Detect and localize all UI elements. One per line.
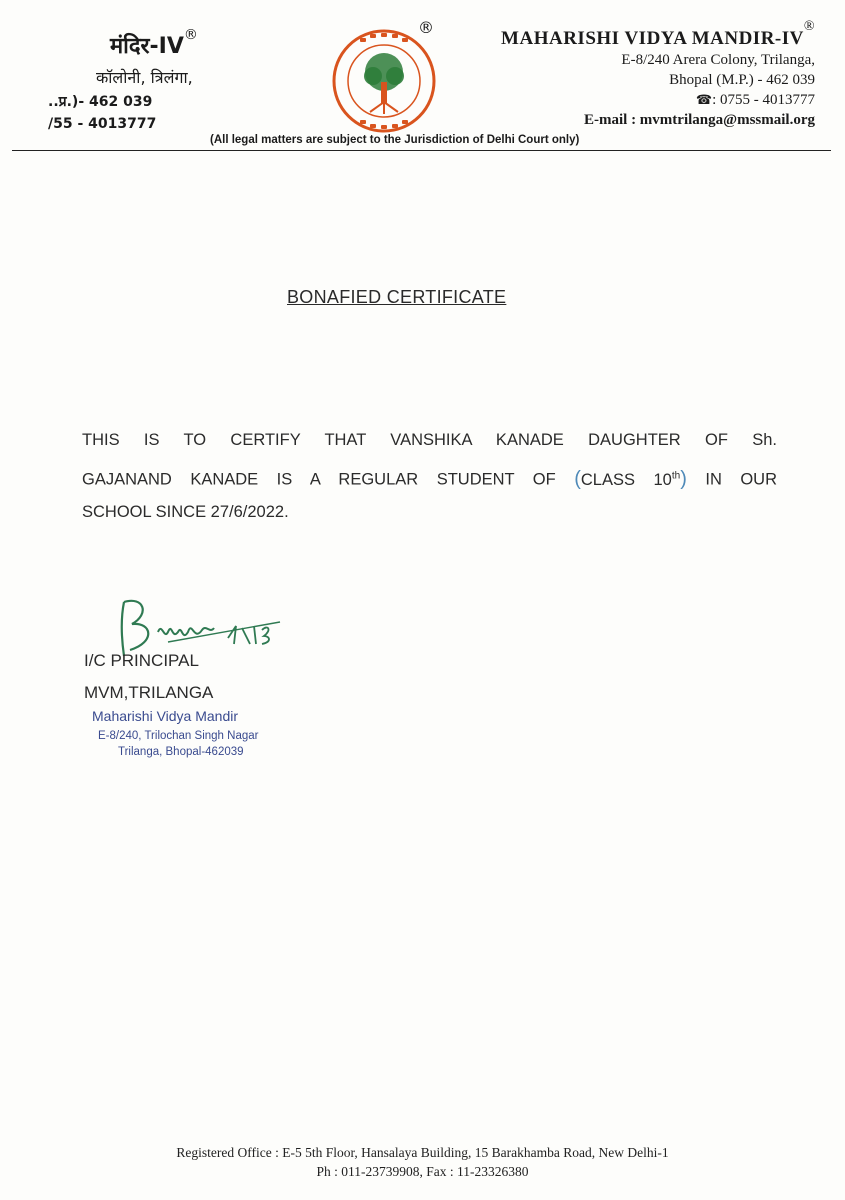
english-letterhead (501, 19, 815, 130)
hindi-phone: /55 - 4013777 (48, 116, 157, 132)
body-line-3: SCHOOL SINCE 27/6/2022. (82, 503, 289, 521)
registered-office: Registered Office : E-5 5th Floor, Hansalaya Building, 15 Barakhamba Road, New Delhi-1 (176, 1145, 669, 1160)
body-line-2-end: IN OUR (705, 470, 778, 489)
header-divider (12, 150, 831, 151)
stamp-line-2: E-8/240, Trilochan Singh Nagar (98, 730, 259, 742)
phone-icon: ☎ (695, 92, 713, 107)
address-line-2: Bhopal (M.P.) - 462 039 (669, 72, 815, 88)
signatory-organization: MVM,TRILANGA (84, 683, 214, 702)
logo-registered-mark: ® (418, 18, 434, 37)
class-text: CLASS 10 (580, 470, 672, 489)
school-logo-icon (330, 26, 438, 136)
school-email: E-mail : mvmtrilanga@mssmail.org (583, 112, 815, 128)
footer-contact: Ph : 011-23739908, Fax : 11-23326380 (316, 1164, 529, 1179)
certificate-title: BONAFIED CERTIFICATE (287, 287, 507, 307)
hindi-pin: ..प्र.)- 462 039 (48, 94, 153, 110)
hindi-address: कॉलोनी, त्रिलंगा, (96, 68, 193, 87)
class-superscript: th (671, 470, 681, 481)
body-line-2 (82, 458, 777, 494)
address-line-1: E-8/240 Arera Colony, Trilanga, (621, 52, 815, 68)
school-registered-mark: ® (803, 19, 815, 34)
stamp-line-3: Trilanga, Bhopal-462039 (118, 746, 244, 758)
signatory-role: I/C PRINCIPAL (84, 651, 199, 670)
jurisdiction-note: (All legal matters are subject to the Jurisdiction of Delhi Court only) (210, 134, 580, 146)
certificate-body (82, 422, 777, 530)
registered-mark: ® (183, 27, 198, 43)
hindi-school-name: मंदिर-IV (110, 34, 184, 59)
body-line-2-start: GAJANAND KANADE IS A REGULAR STUDENT OF (82, 470, 556, 489)
close-bracket: ) (680, 467, 687, 490)
school-name: MAHARISHI VIDYA MANDIR-IV (501, 28, 804, 49)
letterhead-footer (0, 1143, 845, 1181)
body-line-1: THIS IS TO CERTIFY THAT VANSHIKA KANADE DAUGHTER OF Sh. (82, 431, 777, 449)
stamp-line-1: Maharishi Vidya Mandir (92, 708, 239, 724)
open-bracket: ( (574, 467, 581, 490)
school-phone: : 0755 - 4013777 (712, 92, 815, 108)
school-stamp (92, 708, 258, 758)
